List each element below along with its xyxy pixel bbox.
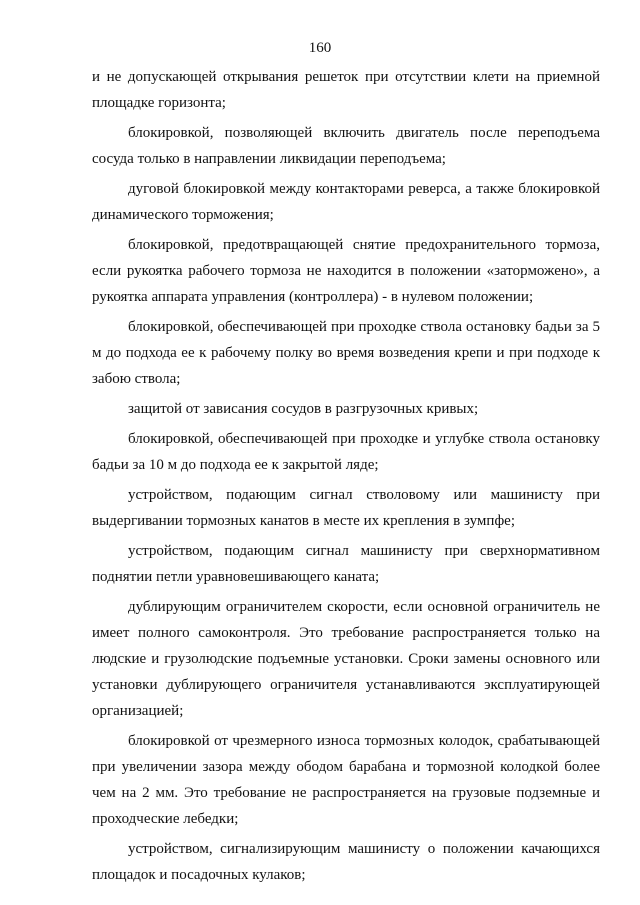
paragraph-4: блокировкой, предотвращающей снятие предохранительного тормоза, если рукоятка рабочего тормоза не находится в положении «заторможено», а рукоятка аппарата управления (контроллера) - в нулевом положении; [92, 237, 600, 305]
document-body [92, 64, 600, 892]
paragraph-7: блокировкой, обеспечивающей при проходке и углубке ствола остановку бадьи за 10 м до подхода ее к закрытой ляде; [92, 431, 600, 473]
paragraph-11: блокировкой от чрезмерного износа тормозных колодок, срабатывающей при увеличении зазора между ободом барабана и тормозной колодкой более чем на 2 мм. Это требование не распространяется на грузовые подземные и проходческие лебедки; [92, 733, 600, 827]
paragraph-10: дублирующим ограничителем скорости, если основной ограничитель не имеет полного самоконтроля. Это требование распространяется только на людские и грузолюдские подъемные установки. Сроки замены основного или установки дублирующего ограничителя устанавливаются эксплуатирующей организацией; [92, 599, 600, 719]
paragraph-3: дуговой блокировкой между контакторами реверса, а также блокировкой динамического торможения; [92, 181, 600, 223]
paragraph-12: устройством, сигнализирующим машинисту о положении качающихся площадок и посадочных кулаков; [92, 841, 600, 883]
paragraph-9: устройством, подающим сигнал машинисту при сверхнормативном поднятии петли уравновешивающего каната; [92, 543, 600, 585]
paragraph-5: блокировкой, обеспечивающей при проходке ствола остановку бадьи за 5 м до подхода ее к рабочему полку во время возведения крепи и при подходе к забою ствола; [92, 319, 600, 387]
page-number: 160 [308, 40, 332, 56]
paragraph-1: и не допускающей открывания решеток при отсутствии клети на приемной площадке горизонта; [92, 69, 600, 111]
paragraph-8: устройством, подающим сигнал стволовому или машинисту при выдергивании тормозных канатов в месте их крепления в зумпфе; [92, 487, 600, 529]
paragraph-2: блокировкой, позволяющей включить двигатель после переподъема сосуда только в направлении ликвидации переподъема; [92, 125, 600, 167]
paragraph-6: защитой от зависания сосудов в разгрузочных кривых; [128, 401, 479, 417]
